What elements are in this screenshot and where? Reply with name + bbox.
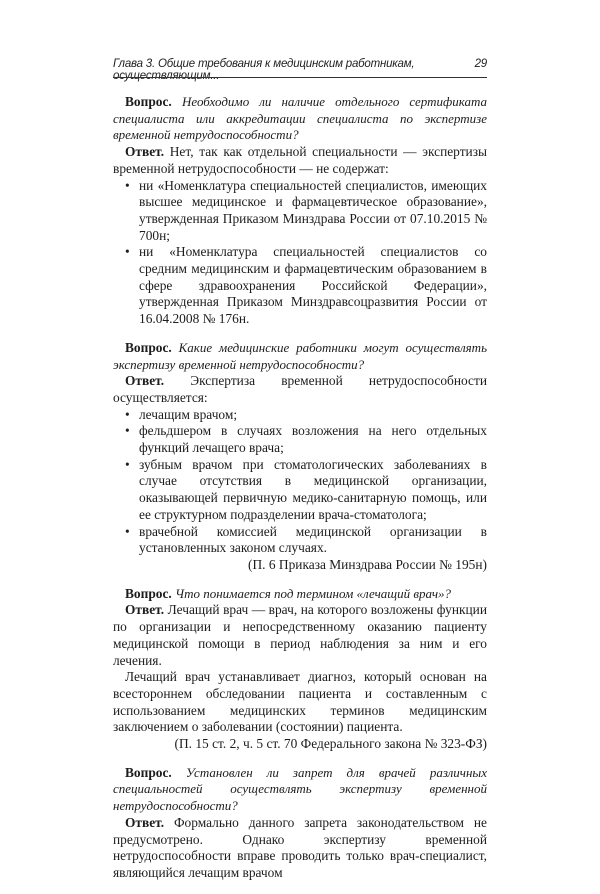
answer-label: Ответ.: [125, 144, 165, 160]
bullet-icon: •: [125, 177, 130, 193]
answer: [113, 602, 487, 669]
question: [113, 94, 487, 144]
qa-block: [113, 94, 487, 328]
question-text: Установлен ли запрет для врачей различных специальностей осуществлять экспертизу временной нетрудоспособности?: [113, 764, 487, 814]
chapter-title: Глава 3. Общие требования к медицинским работникам, осуществляющим...: [113, 58, 415, 82]
bullet-icon: •: [125, 456, 130, 472]
list-item: • врачебной комиссией медицинской организации в установленных законом случаях.: [125, 523, 487, 556]
answer-text: Формально данного запрета законодательством не предусмотрено. Однако экспертизу временной нетрудоспособности вправе проводить только врач-специалист, являющийся лечащим врачом: [113, 814, 488, 880]
bullet-list: [113, 178, 487, 328]
paragraph: Лечащий врач устанавливает диагноз, который основан на всестороннем обследовании пациента и составленным с использованием медицинских терминов медицинским заключением о заболевании (состоянии) пациента.: [113, 669, 487, 735]
question-label: Вопрос.: [125, 585, 172, 601]
qa-block: [113, 340, 487, 574]
question-label: Вопрос.: [125, 94, 172, 109]
bullet-icon: •: [125, 523, 130, 539]
bullet-icon: •: [125, 244, 130, 260]
question: [113, 586, 487, 603]
answer: [113, 815, 487, 882]
answer-text: Лечащий врач — врач, на которого возложены функции по организации и непосредственному оказанию пациенту медицинской помощи в период наблюдения за ним и его лечения.: [113, 602, 487, 668]
bullet-list: [113, 407, 487, 557]
list-item: • фельдшером в случаях возложения на него отдельных функций лечащего врача;: [125, 423, 487, 456]
question-label: Вопрос.: [125, 764, 172, 780]
answer-text: Нет, так как отдельной специальности — экспертизы временной нетрудоспособности — не содержат:: [113, 144, 487, 176]
qa-block: [113, 586, 487, 753]
question: [113, 340, 487, 373]
answer-label: Ответ.: [125, 602, 165, 618]
question-text: Какие медицинские работники могут осуществлять экспертизу временной нетрудоспособности?: [113, 339, 487, 372]
bullet-icon: •: [125, 406, 130, 422]
list-item: • ни «Номенклатура специальностей специалистов, имеющих высшее медицинское и фармацевтическое образование», утвержденная Приказом Минздрава России от 07.10.2015 № 700н;: [125, 177, 487, 243]
question-label: Вопрос.: [125, 339, 172, 355]
question-text: Необходимо ли наличие отдельного сертификата специалиста или аккредитации специалиста по экспертизе временной нетрудоспособности?: [113, 94, 487, 143]
list-item: • зубным врачом при стоматологических заболеваниях в случае отсутствия в медицинской организации, оказывающей первичную медико-санитарную помощь, или ее структурном подразделении врача-стоматолога;: [125, 456, 487, 522]
answer-label: Ответ.: [125, 814, 165, 830]
question-text: Что понимается под термином «лечащий врач»?: [175, 585, 452, 601]
bullet-icon: •: [125, 423, 130, 439]
page-body: [113, 94, 487, 894]
qa-block: [113, 765, 487, 882]
list-item: • ни «Номенклатура специальностей специалистов со средним медицинским и фармацевтическим образованием в сфере здравоохранения Российской Федерации», утвержденная Приказом Минздравсоцразвития России от 16.04.2008 № 176н.: [125, 244, 487, 327]
running-header: [113, 58, 487, 82]
header-rule: [113, 77, 487, 78]
legal-reference: (П. 6 Приказа Минздрава России № 195н): [248, 556, 487, 572]
answer: [113, 144, 487, 177]
answer: [113, 373, 487, 406]
page-number: 29: [474, 58, 487, 70]
answer-label: Ответ.: [125, 373, 165, 389]
question: [113, 765, 487, 815]
legal-reference: (П. 15 ст. 2, ч. 5 ст. 70 Федерального закона № 323-ФЗ): [174, 736, 487, 752]
answer-text: Экспертиза временной нетрудоспособности осуществляется:: [113, 373, 487, 405]
list-item: • лечащим врачом;: [125, 406, 238, 422]
